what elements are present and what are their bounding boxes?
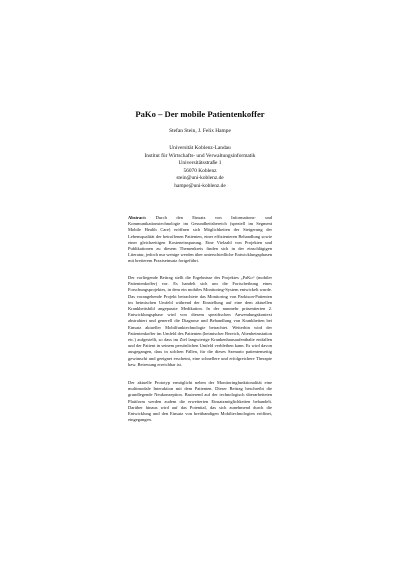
abstract-text: Durch den Einsatz von Informations- und Kommunikationstechnologie im Gesundheitsbereich (speziell im Segment Mobile Health Care) eröffnen sich Möglichkeiten der Steigerung der Lebensqualität der betroffenen Patienten, einer effizienteren Behandlung sowie einer gleichzeitigen Kosteneinsparung. Eine Vielzahl von Projekten und Publikationen zu diesem Themenkreis finden sich in der einschlägigen Literatur, jedoch nur wenige werden über unterschiedliche Entwicklungsphasen mit breiterem Praxiseinsatz fortgeführt.: [128, 215, 272, 264]
abstract-paragraph: [128, 215, 272, 265]
paper-title: PaKo – Der mobile Patientenkoffer: [135, 109, 265, 119]
affiliation-street: Universitätsstraße 1: [178, 160, 222, 166]
affiliation-city: 56070 Koblenz: [183, 167, 217, 174]
affiliation-email-hampe: hampe@uni-koblenz.de: [174, 182, 226, 189]
abstract-label: Abstract:: [128, 215, 147, 220]
affiliation-institute: Institut für Wirtschafts- und Verwaltungsinformatik: [144, 152, 256, 159]
body-paragraph-1: Der vorliegende Beitrag stellt die Ergebnisse des Projektes „PaKo“ (mobiler Patientenkoffer) vor. Es handelt sich um die Fortscheibung eines Forschungsprojektes, in dem ein mobiles Monitoring-System entwickelt wurde. Das vorangehende Projekt betrachtete das Monitoring von Parkison-Patienten im heimischen Umfeld während der Einstellung auf eine dem aktuellen Krankheitsbild angepasste Medikation. In der nunmehr präsentierten 2. Entwicklungsphase wird von diesem spezifischen Anwendungskontext abstrahiert und generell die Diagnose und Behandlung von Krankheiten bei Einsatz aktueller Mobilfunktechnologie betrachtet. Weiterhin wird der Patientenkoffer im Umfeld des Patienten (heimischer Bereich, Altenheimstation etc.) aufgestellt, so dass im Ziel langwierige Krankenhausaufenthalte entfallen und der Patient in seinem persönlichen Umfeld verbleiben kann. Es wird davon ausgegangen, dass in solchen Fällen, für die dieses Szenario patientenseitig gewünscht und geeignet erscheint, eine schnellere und erfolgreichere Therapie bzw. Betreuung erreichbar ist.: [128, 275, 272, 367]
affiliation-email-stein: stein@uni-koblenz.de: [176, 175, 224, 181]
affiliation-block: [0, 145, 400, 190]
affiliation-university: Universität Koblenz-Landau: [169, 145, 231, 151]
body-paragraph-2: Der aktuelle Prototyp ermöglicht neben der Monitoringfunktionalität eine multimodale Interaktion mit dem Patienten. Dieser Beitrag beschreibt die grundlegende Neukonzeption. Basierend auf der technologisch überarbeiteten Plattform werden zudem die erweiterten Einsatzmöglichkeiten behandelt. Darüber hinaus wird auf das Potential, das sich zunehmend durch die Entwicklung und den Einsatz von breitbandigen Mobiltechnologien eröffnet, eingegangen.: [128, 380, 272, 423]
paper-authors: Stefan Stein, J. Felix Hampe: [169, 128, 231, 134]
